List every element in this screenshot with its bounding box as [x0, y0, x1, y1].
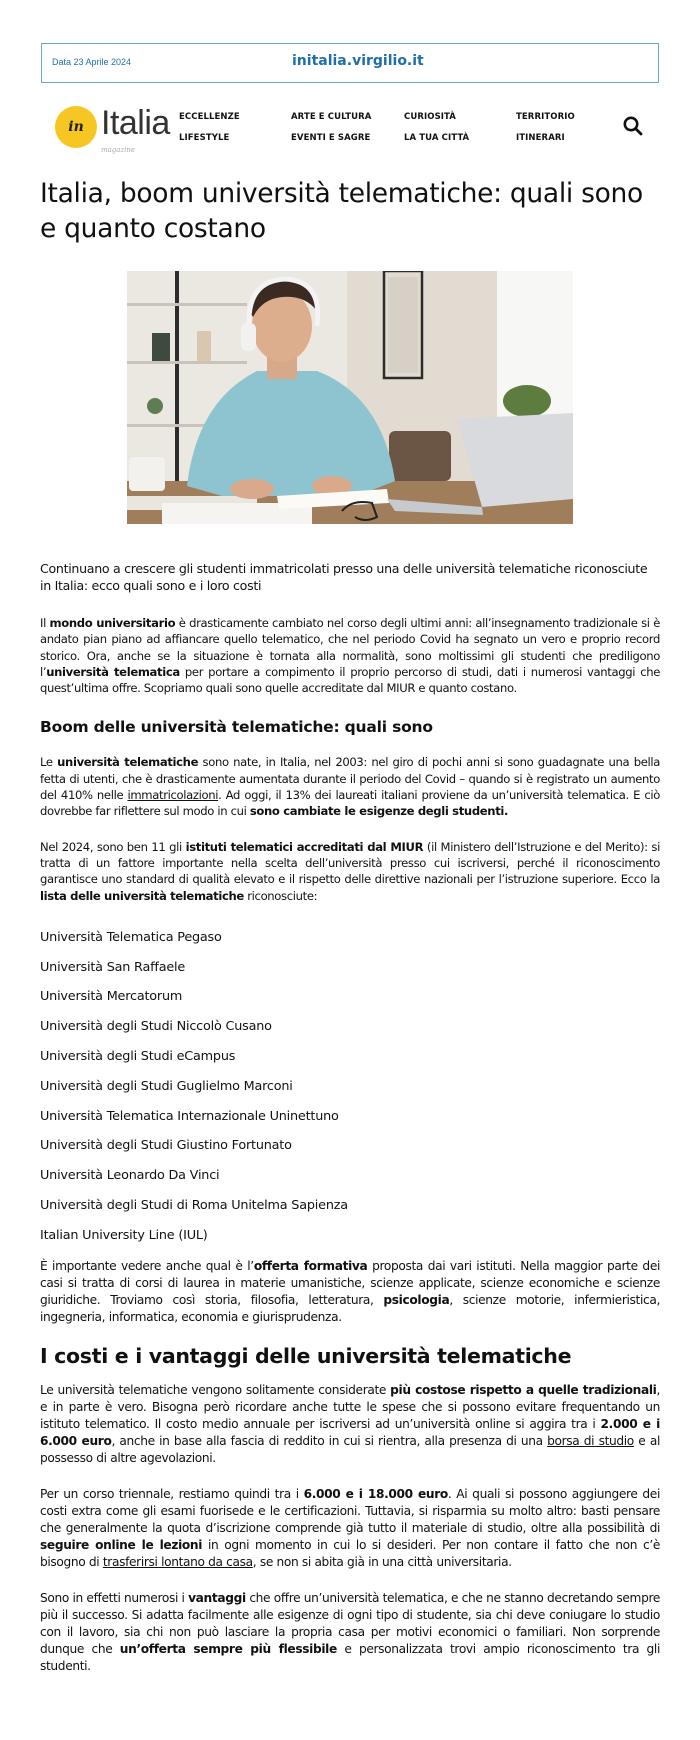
- nav-arte-e-cultura[interactable]: ARTE E CULTURA: [291, 112, 372, 122]
- logo-tagline: magazine: [101, 146, 136, 154]
- nav-column-4: [516, 112, 575, 154]
- paragraph-intro: Il mondo universitario è drasticamente cambiato nel corso degli ultimi anni: all’insegnamento tradizionale si è andato pian piano ad affiancare quello telematico, che nel periodo Covid ha segnato un vero e proprio record storico. Ora, anche se la situazione è tornata alla normalità, sono moltissimi gli studenti che prediligono l’università telematica per portare a compimento il proprio percorso di studi, dati i numerosi vantaggi che quest’ultima offre. Scopriamo quali sono quelle accreditate dal MIUR e quanto costano.: [40, 616, 661, 696]
- nav-column-2: [291, 112, 371, 154]
- paragraph-2024: Nel 2024, sono ben 11 gli istituti telematici accreditati dal MIUR (il Ministero dell’Istruzione e del Merito): si tratta di un fattore importante nella scelta dell’università presso cui iscriversi, perché il riconoscimento garantisce uno standard di qualità elevato e il rispetto delle direttive nazionali per l’istruzione superiore. Ecco la lista delle università telematiche riconosciute:: [40, 839, 660, 903]
- site-logo[interactable]: [55, 106, 175, 156]
- publication-date: Data 23 Aprile 2024: [52, 57, 132, 67]
- paragraph-costi: Le università telematiche vengono solitamente considerate più costose rispetto a quelle tradizionali, e in parte è vero. Bisogna però ricordare anche tutte le spese che si possono evitare frequentando un istituto telematico. Il costo medio annuale per iscriversi ad un’università online si aggira tra i 2.000 e i 6.000 euro, anche in base alla fascia di reddito in cui si rientra, alla presenza di una borsa di studio e al possesso di altre agevolazioni.: [40, 1382, 661, 1465]
- source-site-link[interactable]: initalia.virgilio.it: [292, 53, 424, 69]
- nav-itinerari[interactable]: ITINERARI: [516, 133, 565, 143]
- logo-badge-icon: in: [55, 106, 97, 148]
- link-immatricolazioni[interactable]: immatricolazioni: [127, 788, 219, 803]
- paragraph-boom: Le università telematiche sono nate, in Italia, nel 2003: nel giro di pochi anni si sono guadagnate una bella fetta di utenti, che è drasticamente aumentata durante il periodo del Covid – quando si è registrato un aumento del 410% nelle immatricolazioni. Ad oggi, il 13% dei laureati italiani proviene da un’università telematica. E ciò dovrebbe far riflettere sul modo in cui sono cambiate le esigenze degli studenti.: [40, 755, 660, 819]
- list-item: Università degli Studi di Roma Unitelma Sapienza: [40, 1198, 348, 1214]
- nav-column-1: [179, 112, 240, 154]
- search-icon: [622, 115, 644, 137]
- list-item: Università Leonardo Da Vinci: [40, 1168, 220, 1184]
- list-item: Università Telematica Pegaso: [40, 929, 222, 945]
- nav-column-3: [404, 112, 469, 154]
- student-photo-illustration: [127, 271, 573, 524]
- list-item: Italian University Line (IUL): [40, 1227, 208, 1243]
- list-item: Università degli Studi eCampus: [40, 1049, 236, 1065]
- source-header-box: [41, 43, 659, 83]
- logo-wordmark: Italia: [101, 104, 170, 142]
- paragraph-triennale: Per un corso triennale, restiamo quindi tra i 6.000 e i 18.000 euro. Ai quali si possono aggiungere dei costi extra come gli esami fuorisede e le certificazioni. Tuttavia, si risparmia su molto altro: basti pensare che generalmente la quota d’iscrizione comprende già tutto il materiale di studio, oltre alla possibilità di seguire online le lezioni in ogni momento in cui lo si desideri. Per non contare il fatto che non c’è bisogno di trasferirsi lontano da casa, se non si abita già in una città universitaria.: [40, 1486, 660, 1569]
- list-item: Università degli Studi Guglielmo Marconi: [40, 1078, 293, 1094]
- nav-la-tua-citta[interactable]: LA TUA CITTÀ: [404, 133, 470, 143]
- link-borsa-di-studio[interactable]: borsa di studio: [547, 1433, 634, 1448]
- article-lead: Continuano a crescere gli studenti immatricolati presso una delle università telematiche riconosciute in Italia: ecco quali sono e i loro costi: [40, 561, 648, 593]
- list-item: Università degli Studi Giustino Fortunato: [40, 1138, 292, 1154]
- list-item: Università Telematica Internazionale Uninettuno: [40, 1108, 339, 1124]
- masthead: [0, 98, 700, 158]
- nav-eccellenze[interactable]: ECCELLENZE: [179, 112, 240, 122]
- article-title: Italia, boom università telematiche: quali sono e quanto costano: [40, 178, 643, 244]
- search-button[interactable]: [622, 115, 644, 137]
- university-list: [40, 930, 660, 1258]
- list-item: Università degli Studi Niccolò Cusano: [40, 1019, 272, 1035]
- paragraph-vantaggi: Sono in effetti numerosi i vantaggi che offre un’università telematica, e che ne stanno decretando sempre più il successo. Si adatta facilmente alle esigenze di ogni tipo di studente, sia chi deve coniugare lo studio con il lavoro, sia chi non può lasciare la propria casa per motivi economici o familiari. Non sorprende dunque che un’offerta sempre più flessibile e personalizzata trovi ampio riconoscimento tra gli studenti.: [40, 1590, 661, 1673]
- nav-territorio[interactable]: TERRITORIO: [516, 112, 575, 122]
- section-heading-costi: I costi e i vantaggi delle università telematiche: [40, 1343, 572, 1368]
- paragraph-offerta: È importante vedere anche qual è l’offerta formativa proposta dai vari istituti. Nella maggior parte dei casi si tratta di corsi di laurea in materie umanistiche, scienze applicate, scienze economiche e scienze giuridiche. Troviamo così storia, filosofia, letteratura, psicologia, scienze motorie, infermieristica, ingegneria, informatica, economia e giurisprudenza.: [40, 1258, 661, 1324]
- section-heading-boom: Boom delle università telematiche: quali sono: [40, 718, 433, 737]
- link-trasferirsi-lontano-da-casa[interactable]: trasferirsi lontano da casa: [102, 1554, 253, 1569]
- nav-lifestyle[interactable]: LIFESTYLE: [179, 133, 230, 143]
- list-item: Università Mercatorum: [40, 989, 183, 1005]
- nav-eventi-e-sagre[interactable]: EVENTI E SAGRE: [291, 133, 371, 143]
- list-item: Università San Raffaele: [40, 959, 186, 975]
- article-body: [40, 560, 660, 1675]
- hero-image: [127, 271, 573, 524]
- nav-curiosita[interactable]: CURIOSITÀ: [404, 112, 456, 122]
